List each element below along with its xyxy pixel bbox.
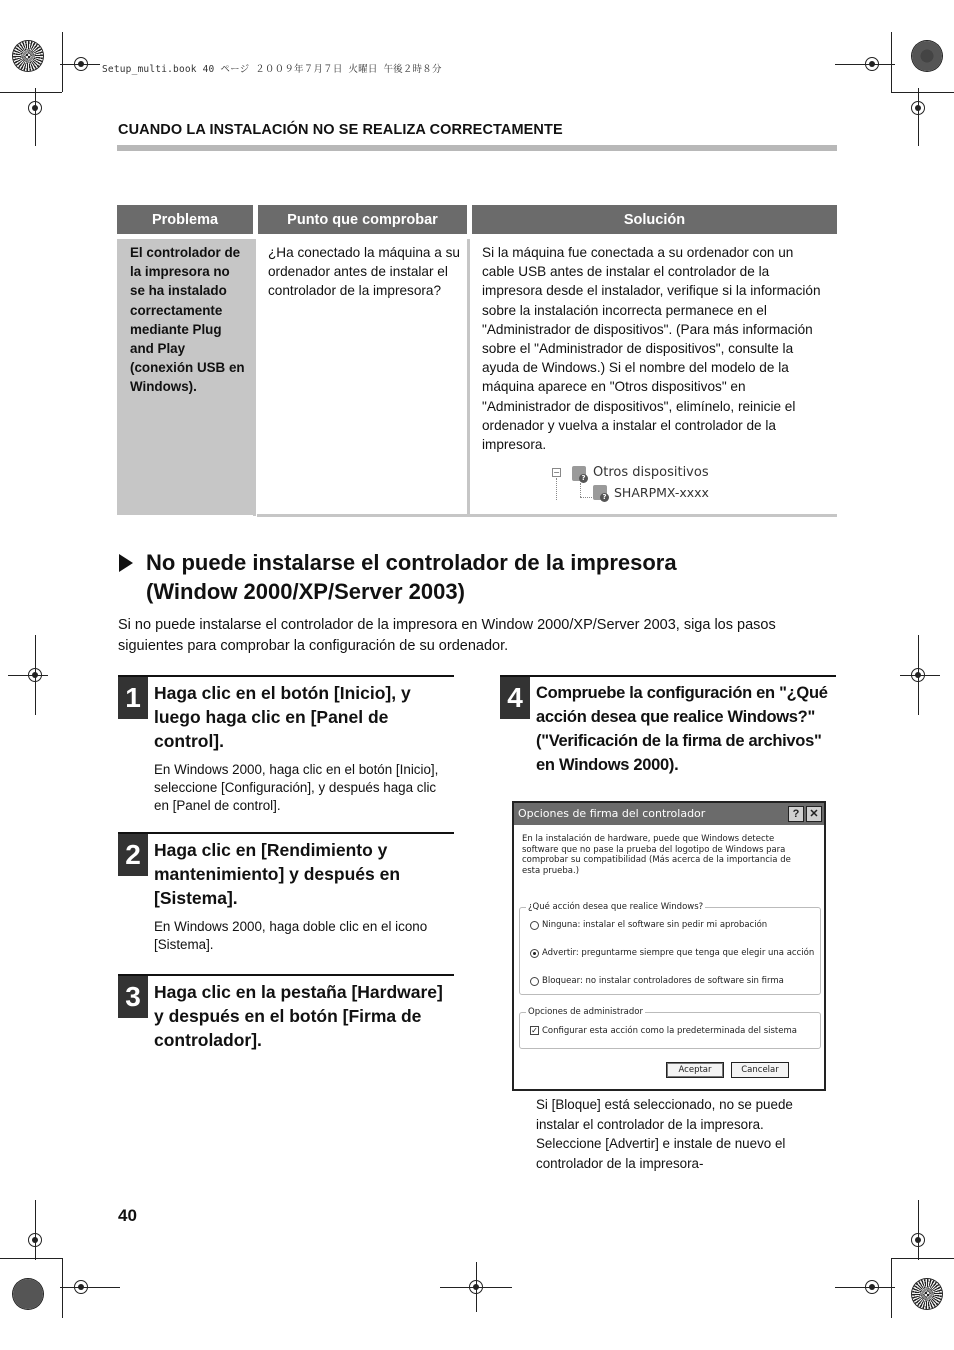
column-divider <box>467 239 470 516</box>
option-advertir: Advertir: preguntarme siempre que tenga que elegir una acción <box>542 948 815 958</box>
table-bottom-rule <box>257 514 837 517</box>
registration-line <box>835 1287 895 1288</box>
registration-line <box>918 1200 919 1260</box>
crop-mark <box>0 92 62 93</box>
registration-line <box>35 88 36 146</box>
print-job-line: Setup_multi.book 40 ページ ２００９年７月７日 火曜日 午後２時８分 <box>102 64 442 75</box>
crop-mark <box>891 32 892 92</box>
collapse-icon: − <box>553 468 560 477</box>
option-ninguna: Ninguna: instalar el software sin pedir mi aprobación <box>542 920 768 930</box>
table-header-check: Punto que comprobar <box>258 205 467 234</box>
step-title-4: Compruebe la configuración en "¿Qué acción desea que realice Windows?" ("Verificación de la firma de archivos" en Windows 2000). <box>536 684 828 774</box>
ok-button[interactable]: Aceptar <box>666 1062 724 1078</box>
running-head-bar <box>117 145 837 151</box>
registration-target-top-right <box>912 41 942 71</box>
radio-ninguna[interactable] <box>530 921 539 930</box>
problem-text: El controlador de la impresora no se ha instalado correctamente mediante Plug and Play (conexión USB en Windows). <box>130 245 245 395</box>
crop-mark <box>891 92 954 93</box>
registration-line <box>35 1200 36 1260</box>
registration-line <box>918 88 919 146</box>
help-button[interactable]: ? <box>788 806 804 822</box>
step-note-1: En Windows 2000, haga clic en el botón [Inicio], seleccione [Configuración], y después haga clic en [Panel de control]. <box>154 762 439 813</box>
device-manager-tree <box>552 463 722 507</box>
cancel-button[interactable]: Cancelar <box>731 1062 789 1078</box>
dialog-description: En la instalación de hardware, puede que Windows detecte software que no pase la prueba del logotipo de Windows para comprobar su compatibilidad (Más acerca de la importancia de esta prueba.) <box>522 834 791 876</box>
dialog-caption: Si [Bloque] está seleccionado, no se puede instalar el controlador de la impresora. Seleccione [Advertir] e instale de nuevo el controlador de la impresora- <box>536 1097 793 1171</box>
step-title-1: Haga clic en el botón [Inicio], y luego haga clic en [Panel de control]. <box>154 683 411 751</box>
step-title-2: Haga clic en [Rendimiento y mantenimiento] y después en [Sistema]. <box>154 840 401 908</box>
tree-child-label: SHARPMX-xxxx <box>614 485 709 500</box>
section-title-line2: (Window 2000/XP/Server 2003) <box>146 579 465 604</box>
crop-mark <box>62 32 63 92</box>
admin-checkbox[interactable]: ✓ <box>531 1026 538 1035</box>
registration-target-bottom-right <box>912 1279 942 1309</box>
crop-mark <box>0 1258 62 1259</box>
step-rule <box>118 974 454 976</box>
registration-line <box>8 675 48 676</box>
step-number-4: 4 <box>500 677 530 719</box>
admin-group-label: Opciones de administrador <box>528 1007 643 1017</box>
option-bloquear: Bloquear: no instalar controladores de software sin firma <box>542 976 784 986</box>
step-note-2: En Windows 2000, haga doble clic en el icono [Sistema]. <box>154 919 428 952</box>
registration-line <box>835 64 895 65</box>
radio-bloquear[interactable] <box>530 977 539 986</box>
step-rule <box>118 675 454 677</box>
step-number-3: 3 <box>118 976 148 1018</box>
admin-checkbox-label: Configurar esta acción como la predeterminada del sistema <box>542 1026 797 1036</box>
step-rule <box>118 832 454 834</box>
solution-text: Si la máquina fue conectada a su ordenador con un cable USB antes de instalar el controlador de la impresora desde el instalador, verifique si la información sobre la instalación incorrecta permanece en el "Administrador de dispositivos". (Para más información sobre el "Administrador de dispositivos", consulte la ayuda de Windows.) Si el nombre del modelo de la máquina aparece en "Otros dispositivos" en "Administrador de dispositivos", elimínelo, reinicie el ordenador y vuelva a instalar el controlador de la impresora. <box>482 245 821 453</box>
check-text: ¿Ha conectado la máquina a su ordenador antes de instalar el controlador de la impresora? <box>268 245 460 299</box>
crop-mark <box>62 1258 63 1318</box>
registration-target-top-left <box>13 41 43 71</box>
close-button[interactable]: ✕ <box>806 806 822 822</box>
radio-advertir[interactable] <box>530 949 539 958</box>
action-question: ¿Qué acción desea que realice Windows? <box>528 902 704 912</box>
section-title-line1: No puede instalarse el controlador de la impresora <box>146 550 677 575</box>
registration-target-bottom-left-dark <box>13 1279 43 1309</box>
registration-line <box>476 1262 477 1312</box>
question-icon: ? <box>600 493 609 502</box>
crop-mark <box>891 1258 954 1259</box>
registration-line <box>60 64 100 65</box>
column-divider <box>253 239 256 516</box>
step-rule <box>500 675 836 677</box>
tree-line <box>556 478 557 500</box>
section-title <box>146 548 677 606</box>
tree-parent-label: Otros dispositivos <box>593 465 709 480</box>
step-number-1: 1 <box>118 677 148 719</box>
page-number: 40 <box>118 1206 137 1225</box>
tree-line <box>580 497 592 498</box>
dialog-title: Opciones de firma del controlador <box>514 803 824 825</box>
tree-line <box>580 483 581 497</box>
running-head: CUANDO LA INSTALACIÓN NO SE REALIZA CORRECTAMENTE <box>118 122 563 138</box>
table-header-problem: Problema <box>117 205 253 234</box>
section-arrow-icon <box>119 554 133 572</box>
section-intro: Si no puede instalarse el controlador de la impresora en Window 2000/XP/Server 2003, siga los pasos siguientes para comprobar la configuración de su ordenador. <box>118 617 776 654</box>
step-number-2: 2 <box>118 834 148 876</box>
step-title-3: Haga clic en la pestaña [Hardware] y después en el botón [Firma de controlador]. <box>154 982 443 1050</box>
table-header-solution: Solución <box>472 205 837 234</box>
crop-mark <box>891 1258 892 1318</box>
registration-line <box>900 675 940 676</box>
question-icon: ? <box>579 474 588 483</box>
registration-line <box>60 1287 120 1288</box>
